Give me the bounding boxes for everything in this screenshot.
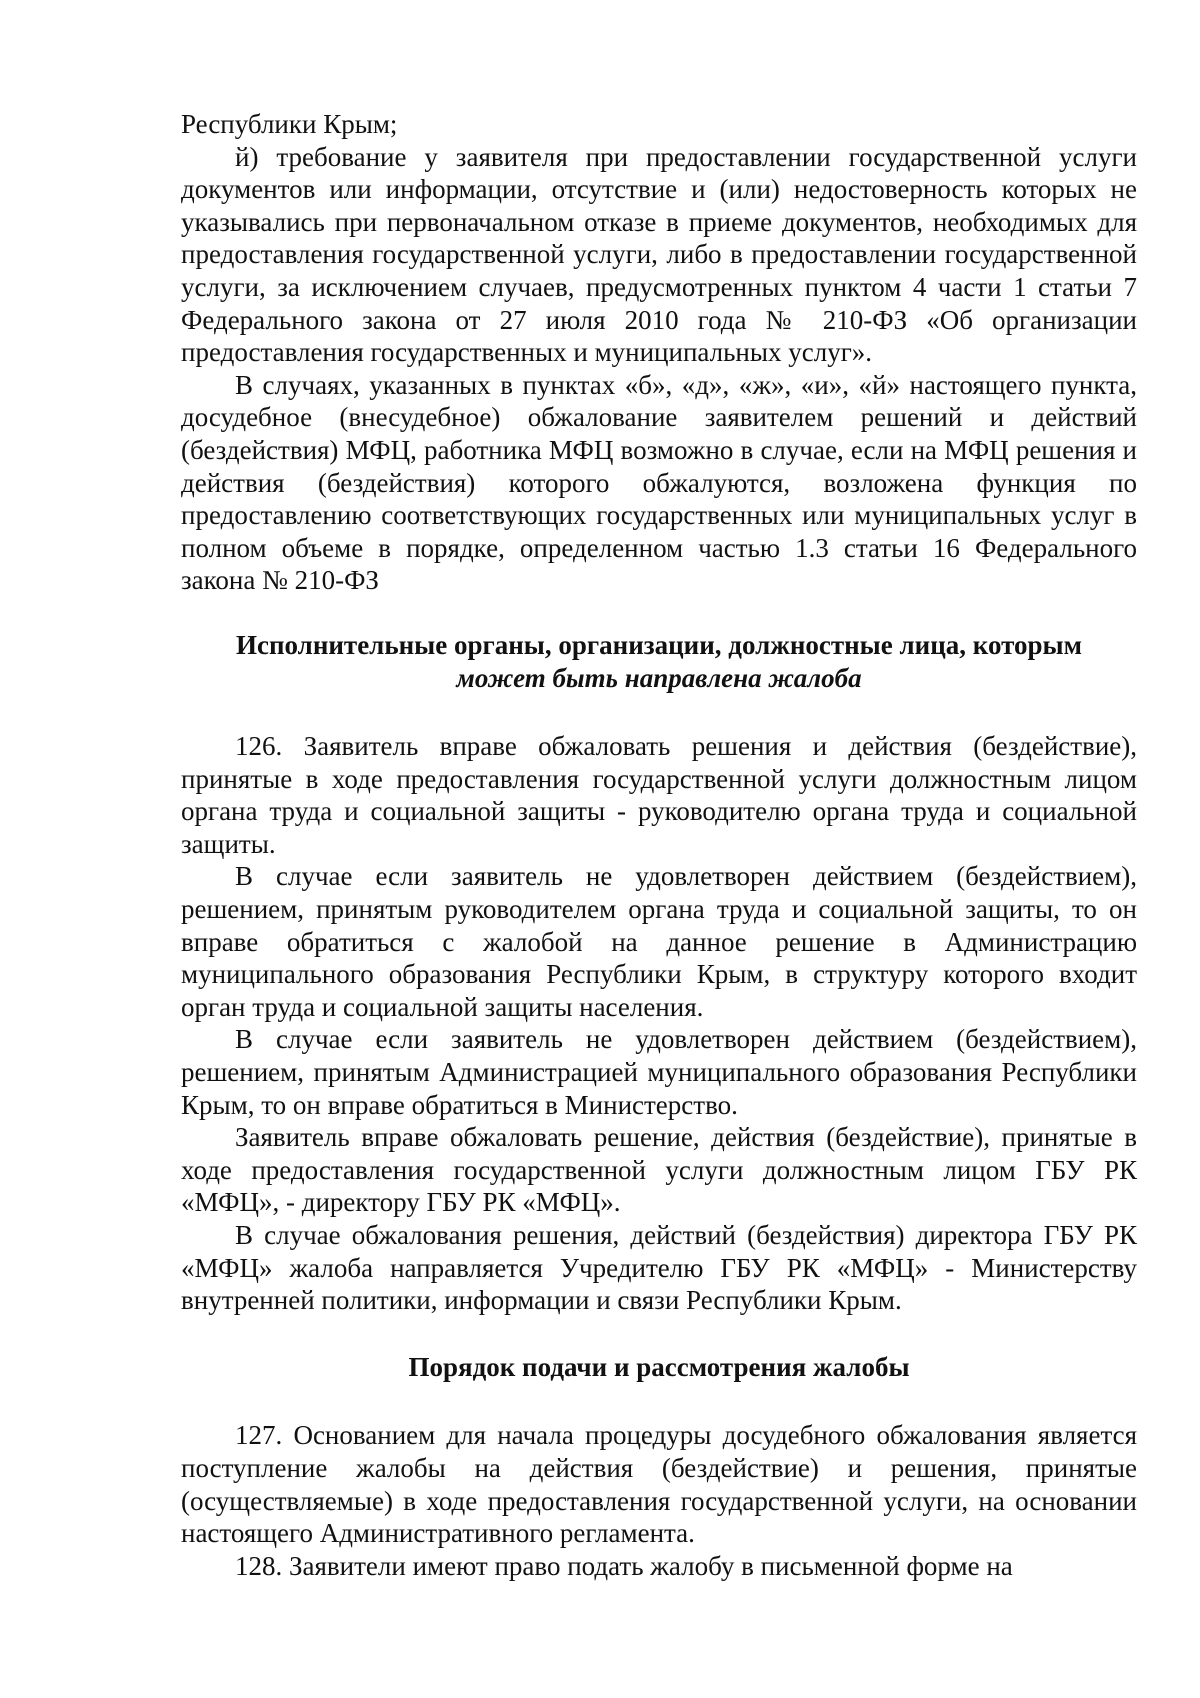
heading-line-1: Исполнительные органы, организации, должностные лица, которым bbox=[235, 629, 1083, 660]
paragraph-item-y: й) требование у заявителя при предоставлении государственной услуги документов или информации, отсутствие и (или) недостоверность которых не указывались при первоначальном отказе в приеме документов, необходимых для предоставления государственной услуги, либо в предоставлении государственной услуги, за исключением случаев, предусмотренных пунктом 4 части 1 статьи 7 Федерального закона от 27 июля 2010 года № 210-ФЗ «Об организации предоставления государственных и муниципальных услуг». bbox=[181, 141, 1137, 368]
paragraph-mfc-cases: В случаях, указанных в пунктах «б», «д», «ж», «и», «й» настоящего пункта, досудебное (внесудебное) обжалование заявителем решений и действий (бездействия) МФЦ, работника МФЦ возможно в случае, если на МФЦ решения и действия (бездействия) которого обжалуются, возложена функция по предоставлению соответствующих государственных или муниципальных услуг в полном объеме в порядке, определенном частью 1.3 статьи 16 Федерального закона № 210-ФЗ bbox=[181, 369, 1137, 596]
paragraph-126: 126. Заявитель вправе обжаловать решения и действия (бездействие), принятые в ходе предоставления государственной услуги должностным лицом органа труда и социальной защиты - руководителю органа труда и социальной защиты. bbox=[181, 731, 1137, 859]
paragraph-128: 128. Заявители имеют право подать жалобу в письменной форме на bbox=[235, 1550, 1013, 1581]
paragraph-127: 127. Основанием для начала процедуры досудебного обжалования является поступление жалобы на действия (бездействие) и решения, принятые (осуществляемые) в ходе предоставления государственной услуги, на основании настоящего Административного регламента. bbox=[181, 1420, 1137, 1549]
paragraph-126-founder: В случае обжалования решения, действий (бездействия) директора ГБУ РК «МФЦ» жалоба направляется Учредителю ГБУ РК «МФЦ» - Министерству внутренней политики, информации и связи Республики Крым. bbox=[181, 1220, 1137, 1316]
section-heading-complaint-procedure: Порядок подачи и рассмотрения жалобы bbox=[408, 1351, 910, 1382]
paragraph-126-administration: В случае если заявитель не удовлетворен действием (бездействием), решением, принятым руководителем органа труда и социальной защиты, то он вправе обратиться с жалобой на данное решение в Администрацию муниципального образования Республики Крым, в структуру которого входит орган труда и социальной защиты населения. bbox=[181, 861, 1137, 1022]
paragraph-126-mfc-director: Заявитель вправе обжаловать решение, действия (бездействие), принятые в ходе предоставления государственной услуги должностным лицом ГБУ РК «МФЦ», - директору ГБУ РК «МФЦ». bbox=[181, 1122, 1137, 1218]
document-body bbox=[181, 108, 1137, 1582]
paragraph-126-ministry: В случае если заявитель не удовлетворен действием (бездействием), решением, принятым Администрацией муниципального образования Республики Крым, то он вправе обратиться в Министерство. bbox=[181, 1024, 1137, 1120]
paragraph-continuation: Республики Крым; bbox=[181, 109, 398, 139]
section-heading-complaint-recipients bbox=[181, 629, 1137, 694]
heading-line-2: может быть направлена жалоба bbox=[456, 662, 862, 693]
